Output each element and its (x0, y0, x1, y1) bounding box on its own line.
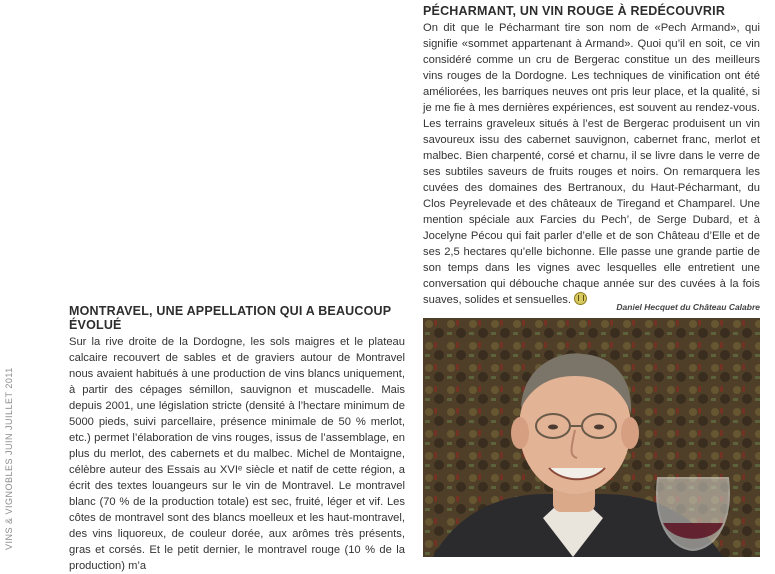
portrait-illustration (423, 318, 760, 557)
article-montravel-body: Sur la rive droite de la Dordogne, les sols maigres et le plateau calcaire recouvert de sables et de graviers autour de Montravel nous avaient habitués à une production de vins blancs uniquement, à partir des cépages sémillon, sauvignon et muscadelle. Mais depuis 2001, une législation stricte (densité à l’hectare minimum de 5000 pieds, suivi parcellaire, présence minimale de 50 % merlot, etc.) permet l’élaboration de vins rouges, issus de l’assemblage, en plus du merlot, des cabernets et du malbec. Michel de Montaigne, célèbre auteur des Essais au XVIᵉ siècle et natif de cette région, a écrit des textes louangeurs sur le vin de Montravel. Le montravel blanc (70 % de la production totale) est sec, fruité, léger et vif. Les côtes de montravel sont des blancs moelleux et les haut-montravel, des vins liquoreux, de couleur dorée, aux arômes très présents, gras et corsés. Et le petit dernier, le montravel rouge (10 % de la production) m’a (69, 336, 405, 572)
magazine-spine-label (2, 270, 16, 550)
end-of-article-icon (574, 292, 587, 305)
spine-text: VINS & VIGNOBLES JUIN JUILLET 2011 (4, 367, 14, 550)
article-montravel-title: MONTRAVEL, UNE APPELLATION QUI A BEAUCOUP ÉVOLUÉ (69, 304, 392, 332)
article-pecharmant-title: PÉCHARMANT, UN VIN ROUGE À REDÉCOUVRIR (423, 4, 726, 18)
article-pecharmant-body (423, 20, 760, 308)
article-pecharmant (423, 4, 760, 308)
portrait-photo (423, 318, 760, 557)
article-montravel (69, 304, 405, 574)
photo-caption: Daniel Hecquet du Château Calabre (616, 302, 760, 312)
article-pecharmant-text: On dit que le Pécharmant tire son nom de «Pech Armand», qui signifie «sommet appartenant à Armand». Quoi qu’il en soit, ce vin considéré comme un cru de Bergerac constitue un des meilleurs vins rouges de la Dordogne. Les techniques de vinification ont été améliorées, les barriques neuves ont pris leur place, et la qualité, si je me fie à mes dernières expériences, est souvent au rendez-vous. Les terrains graveleux situés à l’est de Bergerac produisent un vin savoureux issu des cabernet sauvignon, cabernet franc, merlot et malbec. Bien charpenté, corsé et charnu, il se livre dans le verre de ses subtiles saveurs de fruits rouges et noirs. On remarquera les cuvées des domaines des Bertranoux, du Haut-Pécharmant, du Clos Peyrelevade et des châteaux de Tiregand et Champarel. Une mention spéciale aux Farcies du Pech’, de Serge Dubard, et à Jocelyne Pécou qui fait parler d’elle et de son Château d’Elle et de ses 2,5 hectares qu’elle bichonne. Elle passe une grande partie de son temps dans les vignes avec lesquelles elle entretient une conversation qui débouche chaque année sur des cuvées à la fois suaves, solides et sensuelles. (423, 22, 760, 306)
